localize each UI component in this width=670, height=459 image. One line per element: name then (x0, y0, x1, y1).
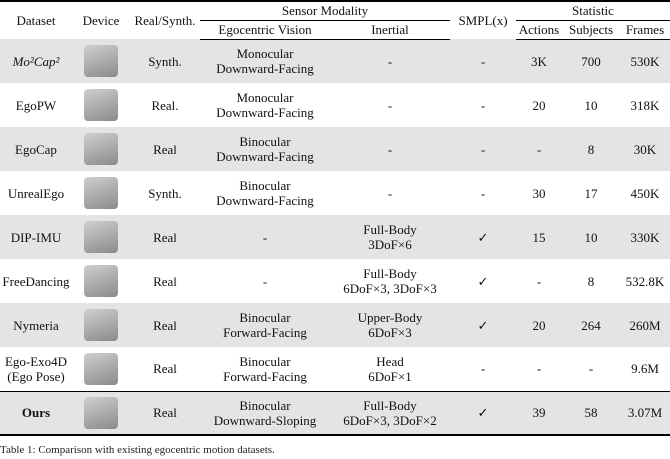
real-synth: Real (153, 273, 177, 289)
inertial (330, 83, 450, 127)
actions: 15 (532, 229, 546, 245)
frames: 9.6M (631, 361, 659, 377)
smpl: - (480, 97, 486, 113)
inertial-line-1: - (387, 185, 393, 201)
device-image (84, 353, 118, 385)
dataset-name: Mo²Cap² (12, 53, 60, 69)
device-cell (72, 215, 130, 259)
actions: - (536, 141, 542, 157)
device-image (84, 177, 118, 209)
smpl: - (480, 361, 486, 377)
inertial-line-1: Full-Body (363, 266, 417, 281)
inertial-line-1: Head (376, 353, 404, 369)
egocentric-vision (200, 391, 330, 435)
device-cell (72, 83, 130, 127)
frames: 532.8K (625, 273, 665, 289)
header-device: Device (72, 1, 130, 39)
actions: 39 (532, 405, 546, 421)
smpl: - (480, 185, 486, 201)
header-dataset: Dataset (0, 1, 72, 39)
header-subjects: Subjects (562, 20, 620, 39)
vision-line-1: Binocular (239, 353, 291, 369)
dataset-name: FreeDancing (2, 273, 70, 289)
subjects: 700 (581, 53, 601, 69)
egocentric-vision (200, 259, 330, 303)
header-frames: Frames (620, 20, 670, 39)
egocentric-vision (200, 303, 330, 347)
table-row (0, 171, 670, 215)
vision-line-1: Binocular (239, 397, 291, 413)
vision-line-1: Binocular (239, 134, 291, 149)
device-cell (72, 347, 130, 391)
egocentric-vision (200, 39, 330, 83)
actions: 3K (531, 53, 547, 69)
real-synth: Real (153, 405, 177, 421)
device-image (84, 133, 118, 165)
device-image (84, 45, 118, 77)
header-statistic: Statistic (516, 1, 670, 20)
smpl: - (480, 53, 486, 69)
subjects: 10 (584, 97, 598, 113)
real-synth: Real (153, 361, 177, 377)
actions: - (536, 361, 542, 377)
frames: 530K (630, 53, 660, 69)
inertial-line-2: 6DoF×3 (368, 325, 412, 340)
smpl: ✓ (477, 229, 489, 245)
header-smpl: SMPL(x) (450, 1, 516, 39)
table-row (0, 347, 670, 391)
inertial-line-1: - (387, 97, 393, 113)
device-cell (72, 39, 130, 83)
vision-line-2: Downward-Facing (216, 105, 314, 120)
dataset-name: DIP-IMU (10, 229, 62, 245)
device-image (84, 309, 118, 341)
inertial (330, 215, 450, 259)
device-cell (72, 259, 130, 303)
actions: 30 (532, 185, 546, 201)
vision-line-2: Forward-Facing (223, 368, 307, 384)
header-sensor-modality: Sensor Modality (200, 1, 450, 20)
vision-line-1: Binocular (239, 310, 291, 325)
real-synth: Real. (151, 97, 179, 113)
egocentric-vision (200, 127, 330, 171)
dataset-name: Ours (21, 405, 51, 421)
vision-line-2: Downward-Facing (216, 193, 314, 208)
frames: 260M (629, 317, 661, 333)
inertial-line-1: Full-Body (363, 222, 417, 237)
table-row (0, 303, 670, 347)
device-image (84, 221, 118, 253)
table-row (0, 259, 670, 303)
actions: 20 (532, 97, 546, 113)
table-caption: Table 1: Comparison with existing egocentric motion datasets. (0, 444, 275, 456)
real-synth: Real (153, 229, 177, 245)
inertial-line-2: 6DoF×1 (368, 368, 412, 384)
inertial-line-1: - (387, 141, 393, 157)
header-egocentric-vision: Egocentric Vision (200, 20, 330, 39)
subjects: 10 (584, 229, 598, 245)
inertial (330, 127, 450, 171)
subjects: 8 (587, 141, 595, 157)
smpl: ✓ (477, 317, 489, 333)
inertial-line-1: Upper-Body (357, 310, 423, 325)
smpl: ✓ (477, 273, 489, 289)
vision-line-2: Downward-Facing (216, 61, 314, 77)
dataset-name: Ego-Exo4D (Ego Pose) (4, 353, 68, 384)
inertial-line-2: 3DoF×6 (368, 237, 412, 252)
frames: 30K (633, 141, 657, 157)
table-row (0, 391, 670, 435)
egocentric-vision (200, 347, 330, 391)
header-real-synth: Real/Synth. (130, 1, 200, 39)
inertial (330, 391, 450, 435)
frames: 450K (630, 185, 660, 201)
inertial (330, 347, 450, 391)
smpl: ✓ (477, 405, 489, 421)
table-row (0, 215, 670, 259)
header-actions: Actions (516, 20, 562, 39)
device-image (84, 265, 118, 297)
vision-line-2: Downward-Sloping (213, 412, 317, 428)
subjects: 17 (584, 185, 598, 201)
device-cell (72, 127, 130, 171)
actions: 20 (532, 317, 546, 333)
real-synth: Synth. (148, 185, 182, 201)
vision-line-2: Forward-Facing (223, 325, 307, 340)
inertial-line-2: 6DoF×3, 3DoF×2 (343, 412, 437, 428)
subjects: 264 (581, 317, 601, 333)
egocentric-vision (200, 83, 330, 127)
inertial (330, 259, 450, 303)
frames: 330K (630, 229, 660, 245)
real-synth: Real (153, 141, 177, 157)
inertial (330, 303, 450, 347)
vision-line-1: Monocular (236, 90, 294, 105)
device-image (84, 89, 118, 121)
inertial (330, 39, 450, 83)
dataset-name: Nymeria (13, 317, 59, 333)
egocentric-vision (200, 215, 330, 259)
smpl: - (480, 141, 486, 157)
subjects: - (588, 361, 594, 377)
device-image (84, 397, 118, 429)
vision-line-1: - (262, 229, 268, 245)
dataset-name: UnrealEgo (7, 185, 65, 201)
actions: - (536, 273, 542, 289)
subjects: 58 (584, 405, 598, 421)
frames: 3.07M (627, 405, 663, 421)
inertial (330, 171, 450, 215)
real-synth: Real (153, 317, 177, 333)
header-inertial: Inertial (330, 20, 450, 39)
frames: 318K (630, 97, 660, 113)
vision-line-2: Downward-Facing (216, 149, 314, 164)
table-row (0, 83, 670, 127)
inertial-line-1: Full-Body (363, 397, 417, 413)
dataset-name: EgoPW (15, 97, 57, 113)
inertial-line-2: 6DoF×3, 3DoF×3 (343, 281, 437, 296)
table-row (0, 127, 670, 171)
table-row (0, 39, 670, 83)
device-cell (72, 171, 130, 215)
inertial-line-1: - (387, 53, 393, 69)
egocentric-vision (200, 171, 330, 215)
vision-line-1: Binocular (239, 178, 291, 193)
vision-line-1: Monocular (236, 46, 294, 62)
vision-line-1: - (262, 273, 268, 289)
real-synth: Synth. (148, 53, 182, 69)
device-cell (72, 303, 130, 347)
dataset-name: EgoCap (15, 141, 57, 157)
device-cell (72, 391, 130, 435)
subjects: 8 (587, 273, 595, 289)
